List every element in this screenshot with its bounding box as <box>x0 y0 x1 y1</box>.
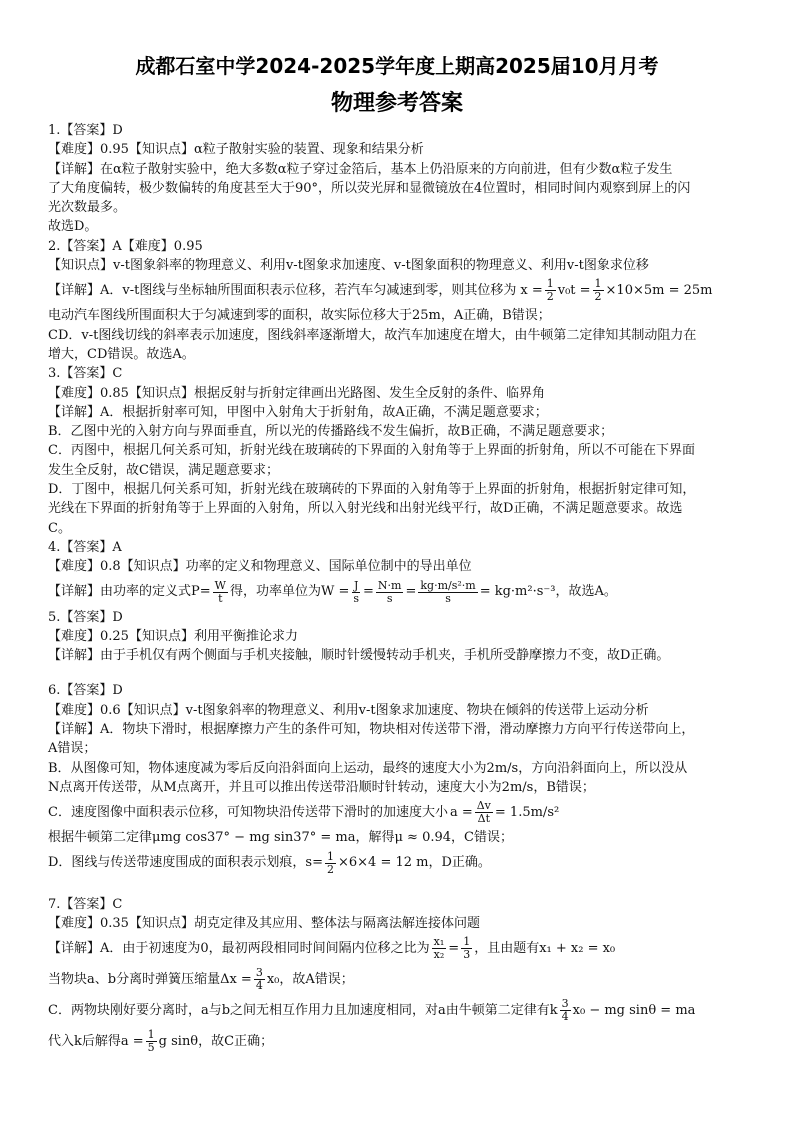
q3-detail-b: B．乙图中光的入射方向与界面垂直，所以光的传播路线不发生偏折，故B正确，不满足题意要求； <box>48 424 614 440</box>
question-7 <box>48 895 750 1058</box>
q3-detail-c: C．丙图中，根据几何关系可知，折射光线在玻璃砖的下界面的入射角等于上界面的折射角，所以不可能在下界面 <box>48 443 695 459</box>
q6-a-eq: a = <box>449 805 473 821</box>
q4-nm-num: N·m <box>377 578 402 592</box>
q4-power-fraction <box>213 580 228 605</box>
q6-half-num: 1 <box>327 849 334 863</box>
q2-half-fraction <box>545 278 556 303</box>
q6-difficulty: 【难度】0.6【知识点】v-t图象斜率的物理意义、利用v-t图象求加速度、物块在倾斜的传送带上运动分析 <box>48 702 649 718</box>
q6-accel-value: = 1.5m/s² <box>494 805 560 821</box>
q7-c-num: 3 <box>255 966 263 980</box>
spacer <box>48 665 750 681</box>
q7-ratio-num: 1 <box>463 935 471 949</box>
q7-k-fraction <box>560 998 571 1023</box>
q4-w-den: t <box>218 591 223 605</box>
q1-difficulty: 【难度】0.95【知识点】α粒子散射实验的装置、现象和结果分析 <box>48 142 424 158</box>
q7-ratio-fraction <box>461 936 472 961</box>
q7-sum: ，且由题有x₁ + x₂ = x₀ <box>474 940 616 956</box>
q7-detail-c-text: C．两物块刚好要分离时，a与b之间无相互作用力且加速度相同，对a由牛顿第二定律有k <box>48 1002 558 1018</box>
q7-g-num: 1 <box>147 1028 155 1042</box>
q4-nm-den: s <box>386 591 393 605</box>
q7-newton-eq: x₀ − mg sinθ = ma <box>572 1002 696 1018</box>
q7-solve-text: 代入k后解得a = <box>48 1033 144 1049</box>
q6-detail-d-text: D．图线与传送带速度围成的面积表示划痕，s= <box>48 855 323 871</box>
q7-k-num: 3 <box>561 997 569 1011</box>
q2-answer: 2.【答案】A【难度】0.95 <box>48 238 203 254</box>
q3-detail-d: D．丁图中，根据几何关系可知，折射光线在玻璃砖的下界面的入射角等于上界面的折射角，根据折射定律可知， <box>48 482 696 498</box>
q7-x-den: x₂ <box>433 948 445 962</box>
q6-detail-c-formula <box>48 797 750 828</box>
q5-detail: 【详解】由于手机仅有两个侧面与手机夹接触，顺时针缓慢转动手机夹，手机所受静摩擦力不变，故D正确。 <box>48 648 670 664</box>
q2-half-num: 1 <box>546 277 554 291</box>
q7-x-fraction <box>432 936 447 961</box>
q1-detail-3: 光次数最多。 <box>48 200 127 216</box>
q4-nm-fraction <box>376 580 404 605</box>
q7-compression-text: 当物块a、b分离时弹簧压缩量Δx = <box>48 971 252 987</box>
q4-difficulty: 【难度】0.8【知识点】功率的定义和物理意义、国际单位制中的导出单位 <box>48 559 472 575</box>
q2-conclusion: 增大，CD错误。故选A。 <box>48 346 195 362</box>
q4-eq-2: = <box>405 584 417 600</box>
q6-half-fraction <box>325 851 336 876</box>
q7-g-den: 5 <box>147 1041 155 1055</box>
q6-detail-a: 【详解】A．物块下滑时，根据摩擦力产生的条件可知，物块相对传送带下滑，滑动摩擦力方向平行传送带向上， <box>48 722 695 738</box>
q7-ratio-den: 3 <box>463 948 471 962</box>
q4-detail-formula <box>48 577 750 608</box>
q4-unit-text: 得，功率单位为W = <box>229 584 350 600</box>
q2-detail-text: 【详解】A．v-t图线与坐标轴所围面积表示位移，若汽车匀减速到零，则其位移为 <box>48 283 517 299</box>
q7-eq: = <box>448 940 460 956</box>
question-5 <box>48 608 750 666</box>
q4-detail-text: 【详解】由功率的定义式P= <box>48 584 211 600</box>
q4-j-fraction <box>351 580 361 605</box>
q4-result: = kg·m²·s⁻³，故选A。 <box>479 584 617 600</box>
q1-conclusion: 故选D。 <box>48 219 98 235</box>
q6-detail-b: B．从图像可知，物体速度减为零后反向沿斜面向上运动，最终的速度大小为2m/s，方向沿斜面向上，所以没从 <box>48 760 688 776</box>
q7-detail-a-formula <box>48 933 750 964</box>
q2-v0t: v₀t = <box>557 283 591 299</box>
q2-half-den: 2 <box>546 290 554 304</box>
q7-compression-result: x₀，故A错误； <box>266 971 354 987</box>
q2-knowledge: 【知识点】v-t图象斜率的物理意义、利用v-t图象求加速度、v-t图象面积的物理意义、利用v-t图象求位移 <box>48 258 649 274</box>
q2-detail-formula <box>48 275 750 306</box>
q4-answer: 4.【答案】A <box>48 539 122 555</box>
q7-detail-a-text: 【详解】A．由于初速度为0，最初两段相同时间间隔内位移之比为 <box>48 940 430 956</box>
q7-detail-c-formula <box>48 995 750 1026</box>
spacer-2 <box>48 879 750 895</box>
question-2 <box>48 237 750 364</box>
q6-detail-d-formula <box>48 848 750 879</box>
q1-detail-2: 了大角度偏转，极少数偏转的角度甚至大于90°，所以荧光屏和显微镜放在4位置时，相同时间内观察到屏上的闪 <box>48 180 691 196</box>
q2-x-eq: x = <box>520 283 543 299</box>
q6-dv-num: Δv <box>476 799 491 813</box>
q2-half-fraction-2 <box>593 278 604 303</box>
question-3 <box>48 364 750 538</box>
q7-compression-formula <box>48 964 750 995</box>
q7-k-den: 4 <box>561 1010 569 1024</box>
q2-half-num-2: 1 <box>594 277 602 291</box>
q4-kg-fraction <box>418 580 477 605</box>
page-subtitle: 物理参考答案 <box>330 91 463 116</box>
q6-detail-b-2: N点离开传送带，从M点离开，并且可以推出传送带沿顺时针转动，速度大小为2m/s，B错误； <box>48 779 595 795</box>
q3-conclusion: C。 <box>48 520 71 536</box>
q1-answer: 1.【答案】D <box>48 123 123 138</box>
page-title: 成都石室中学2024-2025学年度上期高2025届10月月考 <box>135 54 659 78</box>
q4-kg-num: kg·m/s²·m <box>420 578 476 592</box>
question-6 <box>48 681 750 878</box>
q4-w-num: W <box>214 578 226 592</box>
q6-detail-a-2: A错误； <box>48 741 97 757</box>
q2-detail-2: 电动汽车图线所围面积大于匀减速到零的面积，故实际位移大于25m，A正确，B错误； <box>48 308 551 324</box>
question-4 <box>48 538 750 608</box>
q3-difficulty: 【难度】0.85【知识点】根据反射与折射定律画出光路图、发生全反射的条件、临界角 <box>48 385 545 401</box>
q2-result: ×10×5m = 25m <box>605 283 713 299</box>
q6-dv-fraction <box>475 800 493 825</box>
q6-result: ×6×4 = 12 m，D正确。 <box>338 855 491 871</box>
q1-detail: 【详解】在α粒子散射实验中，绝大多数α粒子穿过金箔后，基本上仍沿原来的方向前进，但有少数α粒子发生 <box>48 161 673 177</box>
q6-newton: 根据牛顿第二定律μmg cos37° − mg sin37° = ma，解得μ ≈ 0.94，C错误； <box>48 830 513 846</box>
q3-answer: 3.【答案】C <box>48 366 123 382</box>
q7-answer: 7.【答案】C <box>48 896 123 912</box>
question-1 <box>48 121 750 237</box>
q3-detail-a: 【详解】A．根据折射率可知，甲图中入射角大于折射角，故A正确，不满足题意要求； <box>48 404 548 420</box>
q6-answer: 6.【答案】D <box>48 683 123 699</box>
q7-solve-formula <box>48 1026 750 1057</box>
q3-detail-c-2: 发生全反射，故C错误，满足题意要求； <box>48 462 279 478</box>
q7-fifth-fraction <box>146 1029 157 1054</box>
q2-half-den-2: 2 <box>594 290 602 304</box>
q7-c-den: 4 <box>255 979 263 993</box>
q6-dv-den: Δt <box>477 812 490 826</box>
q6-half-den: 2 <box>327 862 334 876</box>
q7-difficulty: 【难度】0.35【知识点】胡克定律及其应用、整体法与隔离法解连接体问题 <box>48 915 480 931</box>
q6-detail-c-text: C．速度图像中面积表示位移，可知物块沿传送带下滑时的加速度大小 <box>48 805 448 821</box>
answer-body <box>48 121 750 1057</box>
q4-j-den: s <box>353 591 359 605</box>
q4-kg-den: s <box>445 591 451 605</box>
q2-detail-3: CD．v-t图线切线的斜率表示加速度，图线斜率逐渐增大，故汽车加速度在增大，由牛顿第二定律知其制动阻力在 <box>48 327 697 343</box>
q5-difficulty: 【难度】0.25【知识点】利用平衡推论求力 <box>48 628 298 644</box>
q5-answer: 5.【答案】D <box>48 609 123 625</box>
q7-solve-result: g sinθ，故C正确； <box>158 1033 274 1049</box>
q4-j-num: J <box>353 578 359 592</box>
q7-three-quarter <box>254 967 265 992</box>
q7-x-num: x₁ <box>433 935 445 949</box>
q3-detail-d-2: 光线在下界面的折射角等于上界面的入射角，所以入射光线和出射光线平行，故D正确，不满足题意要求。故选 <box>48 501 683 517</box>
q4-eq-1: = <box>363 584 374 600</box>
